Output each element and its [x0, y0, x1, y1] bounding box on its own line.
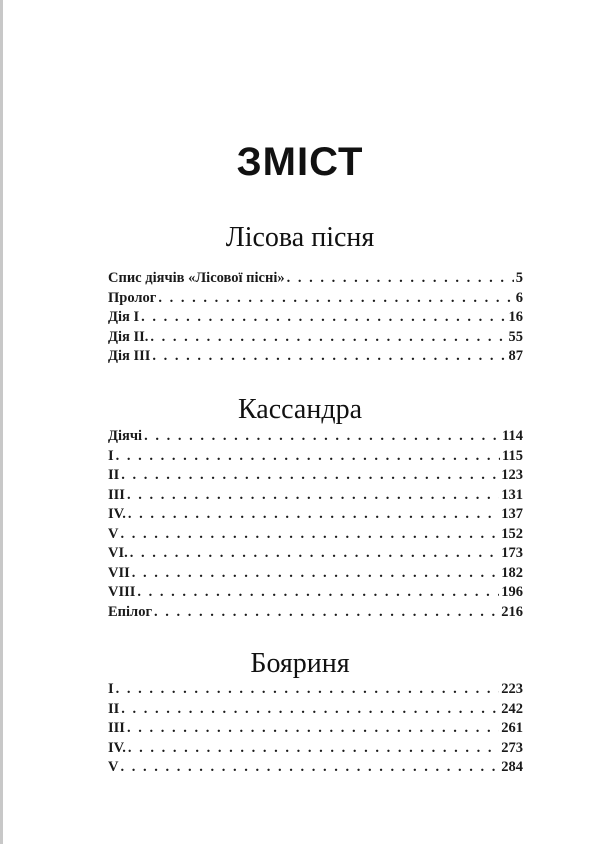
toc-entry[interactable] — [108, 759, 523, 779]
toc-entry[interactable] — [108, 348, 523, 368]
dot-leader — [127, 487, 499, 504]
toc-entry[interactable] — [108, 329, 523, 349]
section-heading: Лісова пісня — [225, 222, 375, 253]
dot-leader — [144, 428, 500, 445]
toc-entry-label: Епілог — [108, 603, 153, 620]
toc-entry-page: 137 — [501, 506, 523, 522]
toc-entry[interactable] — [108, 487, 523, 507]
toc-entry[interactable] — [108, 584, 523, 604]
toc-entry[interactable] — [108, 740, 523, 760]
toc-entry-label: II — [108, 700, 120, 717]
toc-entry-label: IV. — [108, 506, 126, 522]
toc-entry[interactable] — [108, 270, 523, 290]
toc-entry-label: II — [108, 467, 120, 483]
toc-entry-page: 123 — [501, 467, 523, 483]
dot-leader — [132, 565, 499, 582]
toc-entry-page: 182 — [501, 564, 523, 581]
toc-entry-page: 223 — [501, 681, 523, 697]
toc-entry[interactable] — [108, 701, 523, 721]
dot-leader — [128, 740, 499, 757]
toc-entry-page: 131 — [501, 486, 523, 503]
toc-entry-page: 242 — [501, 700, 523, 717]
toc-entry-label: Дія I — [108, 309, 140, 325]
toc-entry[interactable] — [108, 545, 523, 565]
toc-entry-page: 173 — [501, 545, 523, 561]
toc-entry[interactable] — [108, 565, 523, 585]
toc-entry-page: 5 — [515, 270, 523, 286]
toc-entry-label: VIII — [108, 584, 136, 600]
dot-leader — [120, 526, 499, 543]
toc-list — [108, 681, 523, 779]
section-heading: Бояриня — [250, 648, 350, 679]
page-title: ЗМІСТ — [236, 140, 364, 184]
dot-leader — [120, 759, 499, 776]
dot-leader — [127, 720, 499, 737]
toc-entry-page: 6 — [515, 289, 523, 306]
toc-entry-label: VII — [108, 564, 130, 581]
toc-entry-page: 273 — [501, 739, 523, 756]
toc-entry-label: I — [108, 681, 114, 697]
toc-entry-label: VI. — [108, 545, 128, 561]
toc-entry[interactable] — [108, 681, 523, 701]
dot-leader — [158, 290, 513, 307]
toc-entry-label: Спис діячів «Лісової пісні» — [108, 270, 285, 286]
toc-entry-page: 196 — [501, 584, 523, 600]
toc-entry-label: V — [108, 759, 119, 775]
dot-leader — [121, 701, 499, 718]
toc-entry-page: 16 — [508, 309, 523, 325]
toc-entry-page: 284 — [501, 759, 523, 775]
dot-leader — [128, 506, 499, 523]
toc-entry-label: Дія III — [108, 348, 151, 364]
toc-entry-label: V — [108, 525, 119, 542]
toc-entry[interactable] — [108, 428, 523, 448]
dot-leader — [154, 604, 499, 621]
toc-entry-page: 216 — [501, 603, 523, 620]
toc-entry-label: Пролог — [108, 289, 157, 306]
toc-entry[interactable] — [108, 448, 523, 468]
dot-leader — [152, 348, 506, 365]
toc-entry-label: I — [108, 447, 114, 464]
toc-entry-label: Діячі — [108, 428, 143, 444]
toc-entry-label: III — [108, 486, 125, 503]
dot-leader — [137, 584, 499, 601]
toc-entry[interactable] — [108, 309, 523, 329]
toc-list — [108, 270, 523, 368]
toc-entry-page: 114 — [502, 428, 523, 444]
toc-entry[interactable] — [108, 526, 523, 546]
section-heading: Кассандра — [237, 394, 363, 425]
dot-leader — [130, 545, 500, 562]
toc-list — [108, 428, 523, 623]
toc-entry-page: 115 — [502, 447, 523, 464]
toc-entry-label: Дія II. — [108, 328, 149, 345]
toc-entry-label: III — [108, 720, 125, 736]
dot-leader — [150, 329, 506, 346]
dot-leader — [116, 448, 500, 465]
toc-entry[interactable] — [108, 290, 523, 310]
toc-entry-page: 87 — [508, 348, 523, 364]
toc-entry-label: IV. — [108, 739, 126, 756]
toc-entry-page: 152 — [501, 525, 523, 542]
toc-entry-page: 261 — [501, 720, 523, 736]
dot-leader — [141, 309, 506, 326]
toc-entry[interactable] — [108, 467, 523, 487]
toc-entry[interactable] — [108, 506, 523, 526]
dot-leader — [287, 270, 514, 287]
toc-entry[interactable] — [108, 720, 523, 740]
dot-leader — [121, 467, 499, 484]
toc-entry-page: 55 — [508, 328, 523, 345]
dot-leader — [116, 681, 500, 698]
toc-entry[interactable] — [108, 604, 523, 624]
